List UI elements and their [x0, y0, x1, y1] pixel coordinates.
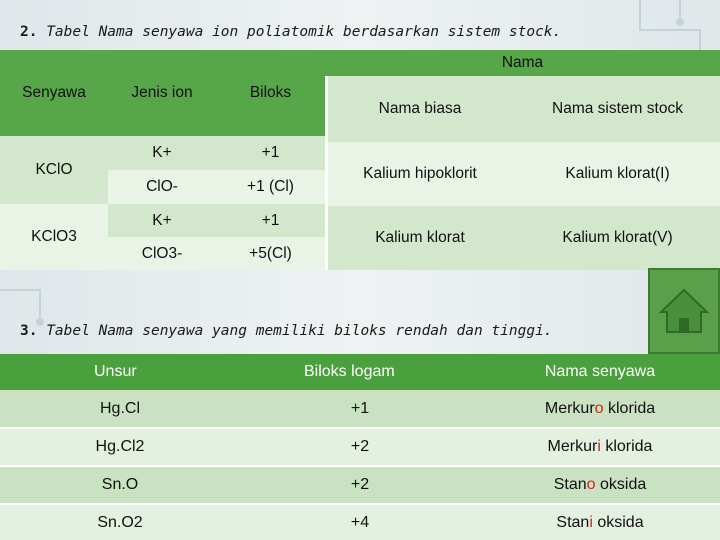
row1-ion2: ClO-	[108, 170, 216, 204]
header-biloks: Biloks	[249, 84, 292, 101]
header-nama: Nama	[325, 50, 720, 76]
home-button[interactable]	[648, 268, 720, 354]
row1-nama-sistem-stock: Kalium klorat(I)	[515, 142, 720, 206]
row1-senyawa: KClO	[0, 136, 108, 204]
header-biloks-logam: Biloks logam	[240, 354, 480, 390]
row2-biloks2: +5(Cl)	[216, 237, 325, 270]
ion-naming-table	[0, 50, 720, 270]
name-rest: oksida	[592, 513, 644, 531]
row1-ion1: K+	[108, 136, 216, 170]
row2-nama-sistem-stock: Kalium klorat(V)	[515, 206, 720, 270]
table-row-nama	[480, 390, 720, 427]
row2-ion2: ClO3-	[108, 237, 216, 270]
heading-3-text: Tabel Nama senyawa yang memiliki biloks rendah dan tinggi.	[46, 323, 553, 339]
row2-nama-biasa: Kalium klorat	[325, 206, 515, 270]
header-nama-sistem-stock: Nama sistem stock	[515, 76, 720, 142]
table-row-unsur: Hg.Cl	[0, 390, 240, 427]
table-row-biloks: +2	[240, 429, 480, 465]
table-row-nama	[480, 429, 720, 465]
name-rest: klorida	[603, 399, 656, 417]
header-unsur: Unsur	[0, 354, 240, 390]
table-row-biloks: +2	[240, 467, 480, 503]
heading-3-number: 3.	[20, 323, 38, 339]
name-prefix: Stan	[556, 513, 590, 531]
name-suffix-highlight: i	[597, 438, 601, 455]
row2-biloks1: +1	[216, 204, 325, 237]
name-prefix: Merkur	[547, 438, 598, 455]
row-divider	[0, 427, 720, 429]
table-row-unsur: Sn.O2	[0, 505, 240, 540]
name-suffix-highlight: o	[594, 399, 604, 417]
table-row-unsur: Sn.O	[0, 467, 240, 503]
header-jenis-ion: Jenis ion	[131, 84, 193, 101]
row1-biloks1: +1	[216, 136, 325, 170]
name-rest: oksida	[595, 476, 647, 493]
table-row-nama	[480, 505, 720, 540]
header-nama-senyawa: Nama senyawa	[480, 354, 720, 390]
row-divider	[0, 503, 720, 505]
row1-nama-biasa: Kalium hipoklorit	[325, 142, 515, 206]
table-row-biloks: +1	[240, 390, 480, 427]
row-divider	[0, 465, 720, 467]
heading-table-3	[20, 323, 553, 339]
header-senyawa: Senyawa	[22, 84, 86, 101]
header-nama-biasa: Nama biasa	[325, 76, 515, 142]
heading-2-text: Tabel Nama senyawa ion poliatomik berdasarkan sistem stock.	[46, 24, 562, 40]
name-rest: klorida	[600, 438, 653, 455]
name-prefix: Merkur	[544, 399, 595, 417]
row1-biloks2: +1 (Cl)	[216, 170, 325, 204]
table2-divider	[325, 76, 328, 270]
row2-senyawa: KClO3	[0, 204, 108, 270]
heading-2-number: 2.	[20, 24, 38, 40]
row2-ion1: K+	[108, 204, 216, 237]
oxidation-state-table	[0, 354, 720, 540]
name-suffix-highlight: i	[589, 513, 593, 531]
name-suffix-highlight: o	[586, 476, 596, 493]
name-prefix: Stan	[553, 476, 587, 493]
table-row-unsur: Hg.Cl2	[0, 429, 240, 465]
heading-table-2	[20, 24, 561, 40]
table-row-nama	[480, 467, 720, 503]
table-row-biloks: +4	[240, 505, 480, 540]
home-icon	[657, 286, 711, 336]
